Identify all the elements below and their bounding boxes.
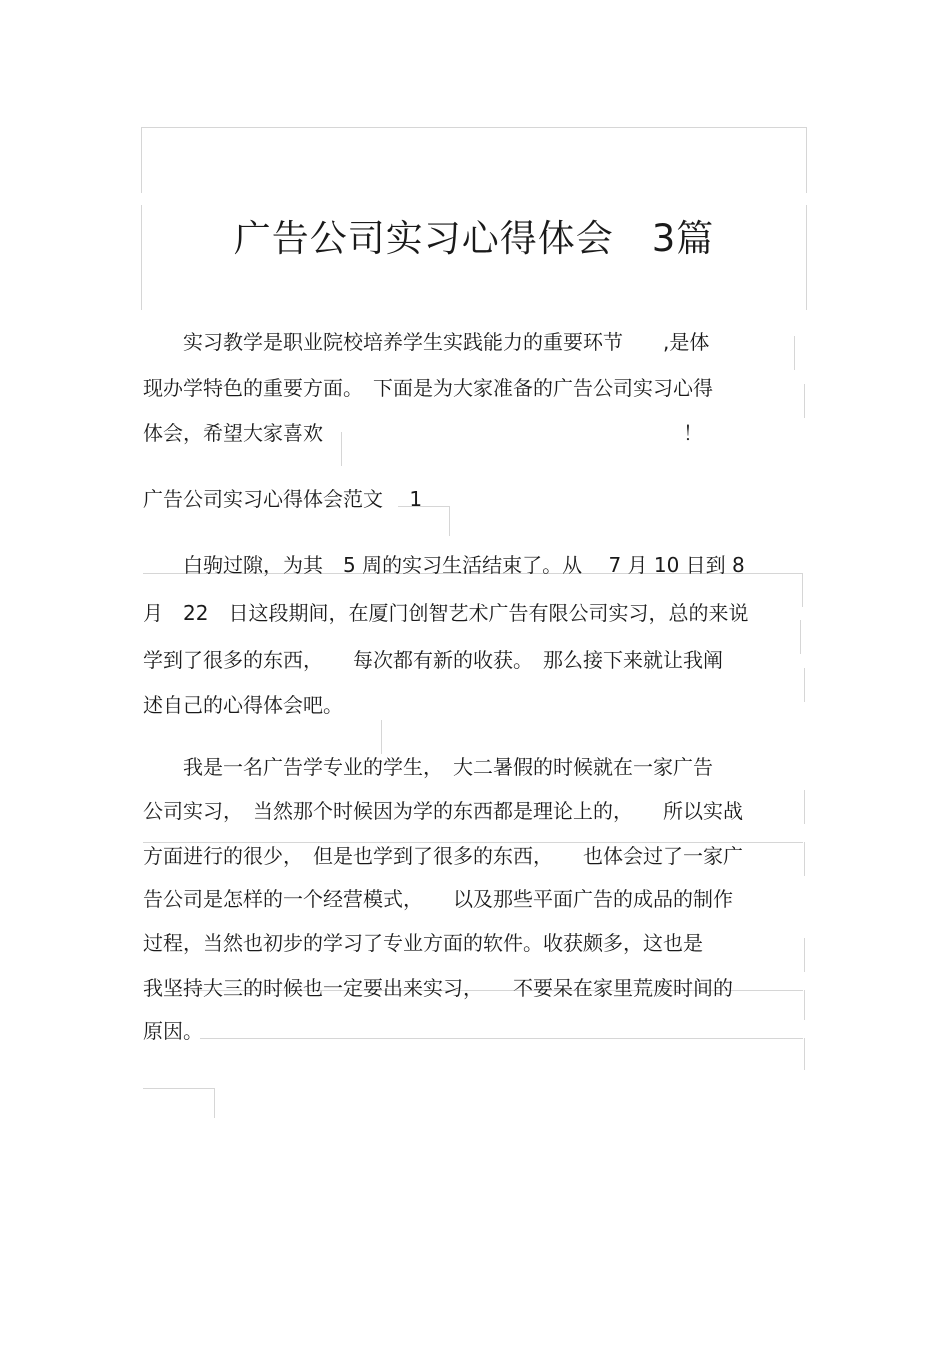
margin-line [804,384,805,418]
paragraph1-line-2: 月 22 日这段期间，在厦门创智艺术广告有限公司实习，总的来说 [143,601,749,625]
paragraph2-line-6: 我坚持大三的时候也一定要出来实习， 不要呆在家里荒废时间的 [143,976,733,1000]
paragraph2-line-3: 方面进行的很少， 但是也学到了很多的东西， 也体会过了一家广 [143,844,743,868]
frame-top-line [141,127,807,128]
paragraph2-line-7: 原因。 [143,1019,203,1043]
margin-line [804,668,805,702]
margin-line [804,938,805,972]
paragraph1-line-3: 学到了很多的东西， 每次都有新的收获。 那么接下来就让我阐 [143,648,723,672]
margin-line [800,620,801,654]
margin-line [804,790,805,824]
paragraph2-line-4: 告公司是怎样的一个经营模式， 以及那些平面广告的成品的制作 [143,887,733,911]
frame-right-line [806,127,807,193]
paragraph2-line-2: 公司实习， 当然那个时候因为学的东西都是理论上的， 所以实战 [143,799,743,823]
paragraph1-line-4: 述自己的心得体会吧。 [143,693,343,717]
section-heading: 广告公司实习心得体会范文 1 [143,487,423,511]
paragraph2-line-1: 我是一名广告学专业的学生， 大二暑假的时候就在一家广告 [143,755,713,779]
margin-line [804,842,805,876]
frame-left-line [141,127,142,193]
intro-line-1: 实习教学是职业院校培养学生实践能力的重要环节 ,是体 [143,330,710,354]
intro-line-2: 现办学特色的重要方面。 下面是为大家准备的广告公司实习心得 [143,376,713,400]
margin-line [802,573,803,607]
paragraph2-line-5: 过程，当然也初步的学习了专业方面的软件。收获颇多，这也是 [143,931,703,955]
margin-line [794,336,795,370]
margin-line [143,1088,215,1089]
document-title: 广告公司实习心得体会 3篇 [233,217,715,260]
margin-line [200,1038,803,1039]
margin-line [804,1038,805,1070]
margin-line [449,506,450,536]
paragraph1-line-1: 白驹过隙，为其 5 周的实习生活结束了。从 7 月 10 日到 8 [143,553,745,577]
intro-line-3: 体会，希望大家喜欢 ！ [143,421,703,445]
margin-line [804,990,805,1020]
margin-line [214,1088,215,1118]
margin-line [381,720,382,754]
